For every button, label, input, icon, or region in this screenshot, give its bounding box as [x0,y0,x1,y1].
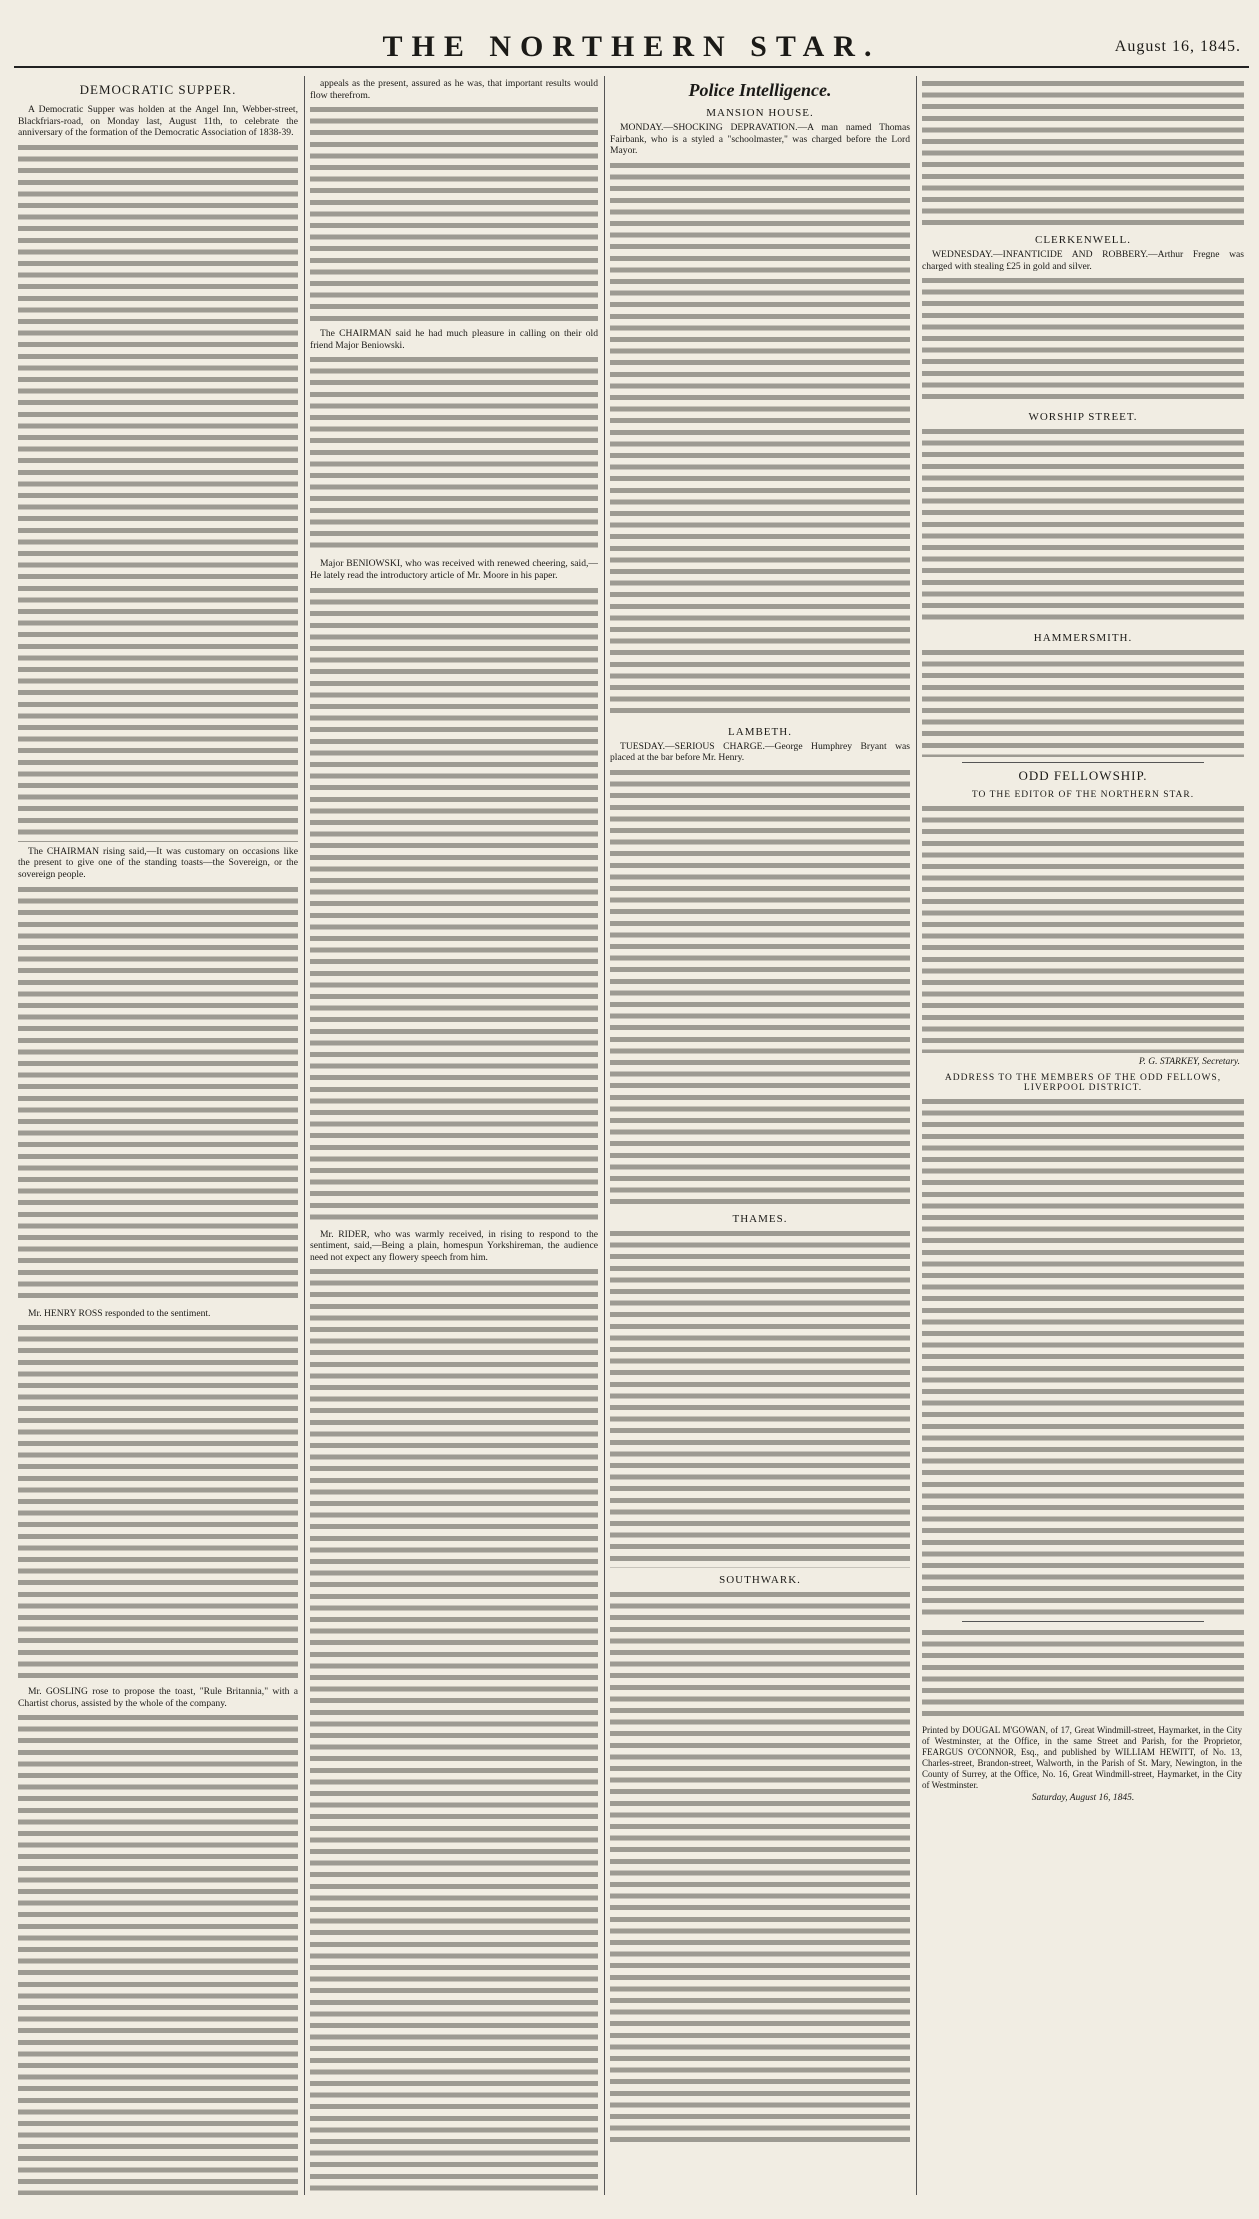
newspaper-title: THE NORTHERN STAR. [382,30,881,63]
column-1 [18,78,298,2195]
article-body-text [922,275,1244,405]
editor-line: TO THE EDITOR OF THE NORTHERN STAR. [971,790,1195,801]
court-heading: LAMBETH. [728,725,792,738]
column-divider [604,76,605,2195]
court-heading: HAMMERSMITH. [1033,632,1133,645]
article-body-text [610,1228,910,1568]
issue-date: August 16, 1845. [1114,38,1241,55]
article-body-text [610,1589,910,2149]
article-paragraph: TUESDAY.—SERIOUS CHARGE.—George Humphrey Bryant was placed at the bar before Mr. Henry. [610,740,910,764]
newspaper-page [14,20,1249,2205]
column-4 [922,78,1244,2195]
court-heading: MANSION HOUSE. [706,107,814,119]
article-paragraph: The CHAIRMAN rising said,—It was customary on occasions like the present to give one of the standing toasts—the Sovereign, or the sovereign people. [18,845,298,880]
article-paragraph: A Democratic Supper was holden at the Angel Inn, Webber-street, Blackfriars-road, on Monday last, August 11th, to celebrate the anniversary of the formation of the Democratic Association of 1838-39. [18,104,298,139]
section-rule [962,1621,1204,1622]
article-paragraph: Mr. GOSLING rose to propose the toast, "Rule Britannia," with a Chartist chorus, assisted by the whole of the company. [18,1686,298,1709]
imprint-date: Saturday, August 16, 1845. [1031,1793,1135,1804]
court-heading: CLERKENWELL. [1034,234,1131,246]
signature: P. G. STARKEY, Secretary. [1138,1057,1240,1068]
article-body-text [18,884,298,1304]
article-body-text [922,803,1244,1053]
article-body-text [310,104,598,324]
article-body-text [922,1096,1244,1616]
article-body-text [922,647,1244,757]
article-paragraph: MONDAY.—SHOCKING DEPRAVATION.—A man named Thomas Fairbank, who is a styled a "schoolmaster," was charged before the Lord Mayor. [610,122,910,157]
article-body-text [18,1322,298,1682]
article-paragraph: The CHAIRMAN said he had much pleasure in calling on their old friend Major Beniowski. [310,328,598,351]
article-heading: DEMOCRATIC SUPPER. [79,82,237,97]
article-paragraph: WEDNESDAY.—INFANTICIDE AND ROBBERY.—Arthur Fregne was charged with stealing £25 in gold and silver. [922,249,1244,272]
article-body-text [310,1266,598,2195]
article-body-text [310,585,598,1225]
article-heading: ODD FELLOWSHIP. [1018,768,1148,784]
masthead-rule [14,66,1249,68]
court-heading: THAMES. [732,1212,788,1225]
article-body-text [922,426,1244,626]
court-heading: SOUTHWARK. [719,1573,801,1586]
column-divider [304,76,305,2195]
article-body-text [610,160,910,720]
section-rule [962,762,1204,763]
address-heading: ADDRESS TO THE MEMBERS OF THE ODD FELLOWS, LIVERPOOL DISTRICT. [944,1073,1222,1094]
court-heading: WORSHIP STREET. [1028,411,1138,424]
article-body-text [922,78,1244,228]
article-body-text [18,142,298,842]
article-paragraph: appeals as the present, assured as he was, that important results would flow therefrom. [310,78,598,101]
article-paragraph: Major BENIOWSKI, who was received with renewed cheering, said,—He lately read the introductory article of Mr. Moore in his paper. [310,558,598,581]
article-paragraph: Mr. RIDER, who was warmly received, in rising to respond to the sentiment, said,—Being a plain, homespun Yorkshireman, the audience need not expect any flowery speech from him. [310,1228,598,1263]
masthead [14,20,1249,66]
article-body-text [310,354,598,554]
column-divider [916,76,917,2195]
article-paragraph: Mr. HENRY ROSS responded to the sentiment. [28,1307,211,1319]
article-body-text [18,1712,298,2195]
article-body-text [922,1627,1244,1717]
printer-imprint: Printed by DOUGAL M'GOWAN, of 17, Great Windmill-street, Haymarket, in the City of Westminster, at the Office, in the same Street and Parish, for the Proprietor, FEARGUS O'CONNOR, Esq., and published by WILLIAM HEWITT, of No. 13, Charles-street, Brandon-street, Walworth, in the Parish of St. Mary, Newington, in the County of Surrey, at the Office, No. 16, Great Windmill-street, Haymarket, in the City of Westminster. [922,1725,1242,1791]
article-body-text [610,767,910,1207]
column-2 [310,78,598,2195]
column-3 [610,78,910,2195]
section-heading: Police Intelligence. [688,80,832,100]
